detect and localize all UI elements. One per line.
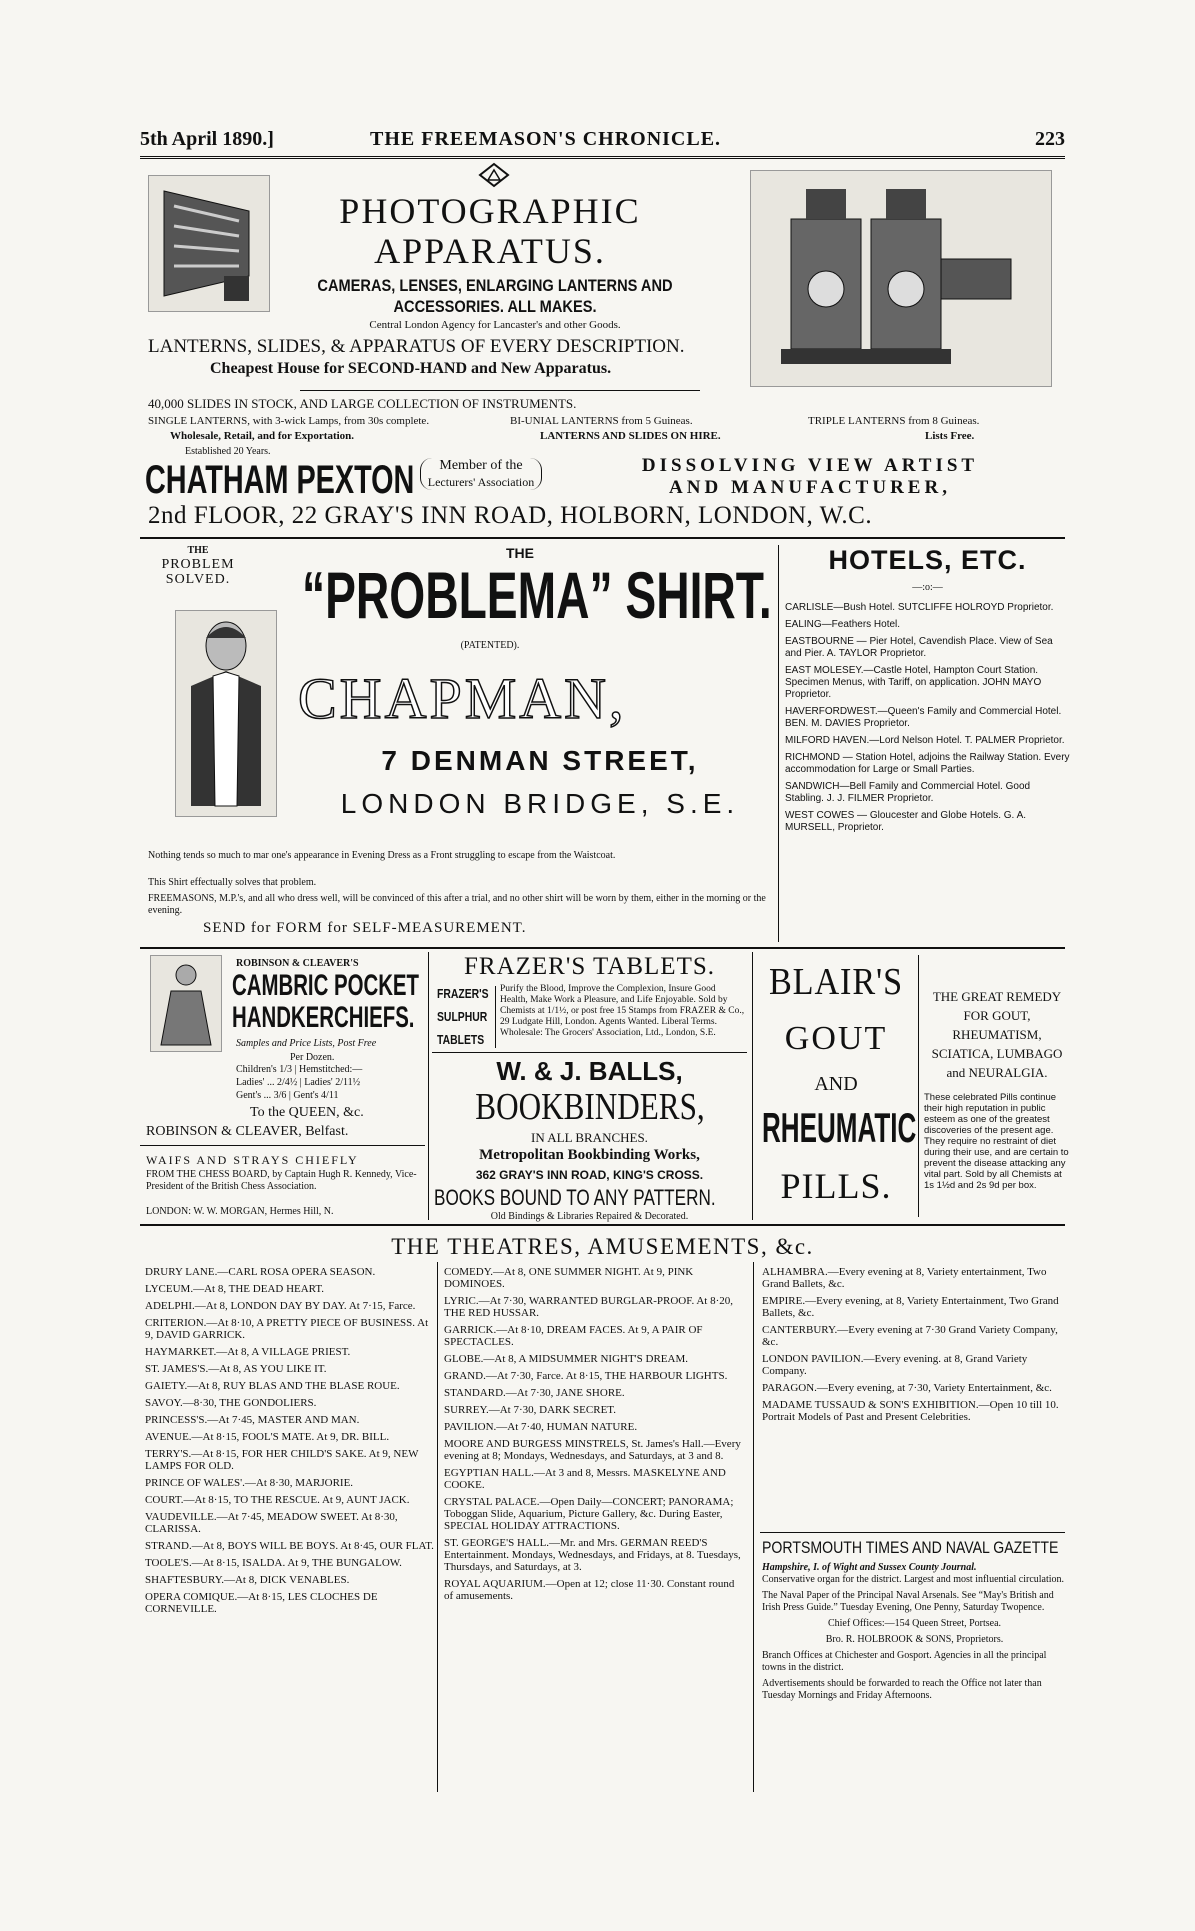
theatre-listing: SAVOY.—8·30, THE GONDOLIERS.: [145, 1397, 317, 1409]
balls-name: W. & J. BALLS,: [496, 1056, 683, 1086]
theatre-listing: SHAFTESBURY.—At 8, DICK VENABLES.: [145, 1574, 350, 1586]
blair-remedy-4: SCIATICA, LUMBAGO: [931, 1046, 1063, 1061]
theatre-listing: ROYAL AQUARIUM.—Open at 12; close 11·30. Constant round of amusements.: [444, 1578, 735, 1602]
frazer-body: Purify the Blood, Improve the Complexion, Insure Good Health, Make Work a Pleasure, and Life Enjoyable. Sold by Chemists at 1/1½, or post free 15 Stamps from FRAZER & Co., 29 Ludgate Hill, London. Agents Wanted. Liberal Terms. Wholesale: The Grocers' Association, Ltd., London, S.E.: [500, 984, 745, 1038]
photo-artist-2: AND MANUFACTURER,: [669, 477, 951, 498]
robinson-per: Per Dozen.: [290, 1052, 335, 1063]
robinson-headline-1: CAMBRIC POCKET: [232, 969, 419, 1002]
theatre-listing: PAVILION.—At 7·40, HUMAN NATURE.: [444, 1421, 638, 1433]
balls-pattern: BOOKS BOUND TO ANY PATTERN.: [434, 1185, 716, 1210]
theatre-listing: CRYSTAL PALACE.—Open Daily—CONCERT; PANORAMA; Toboggan Slide, Aquarium, Picture Gallery, &c. During Easter, SPECIAL HOLIDAY ATTRACTIONS.: [444, 1496, 734, 1532]
magic-lantern-icon: [761, 179, 1041, 379]
frazer-side-divider: [495, 986, 496, 1048]
waifs-title: WAIFS AND STRAYS CHIEFLY: [146, 1153, 359, 1167]
blair-word-5: PILLS.: [780, 1166, 892, 1206]
camera-illustration: [148, 175, 270, 312]
portsmouth-para-4: Bro. R. HOLBROOK & SONS, Proprietors.: [825, 1634, 1004, 1645]
photo-lists: Lists Free.: [925, 430, 975, 442]
photo-single-lanterns: SINGLE LANTERNS, with 3-wick Lamps, from 30s complete.: [148, 415, 430, 427]
theatres-column-2: [444, 1266, 744, 1607]
hotel-entry: CARLISLE—Bush Hotel. SUTCLIFFE HOLROYD Proprietor.: [785, 602, 1054, 613]
photo-biunial-lanterns: BI-UNIAL LANTERNS from 5 Guineas.: [510, 415, 693, 427]
theatres-column-3: [762, 1266, 1067, 1428]
blair-remedy: [922, 987, 1072, 1082]
robinson-rule: [140, 1145, 425, 1146]
theatre-listing: AVENUE.—At 8·15, FOOL'S MATE. At 9, DR. BILL.: [145, 1431, 390, 1443]
hotel-entry: EALING—Feathers Hotel.: [785, 619, 901, 630]
portsmouth-para-6: Advertisements should be forwarded to reach the Office not later than Tuesday Mornings and Friday Afternoons.: [762, 1678, 1042, 1701]
frazer-title: FRAZER'S TABLETS.: [463, 953, 716, 980]
theatre-listing: LYRIC.—At 7·30, WARRANTED BURGLAR-PROOF. At 8·20, THE RED HUSSAR.: [444, 1295, 734, 1319]
frazer-rule: [432, 1052, 747, 1053]
theatre-listing: PARAGON.—Every evening, at 7·30, Variety Entertainment, &c.: [762, 1382, 1052, 1394]
photo-wholesale: Wholesale, Retail, and for Exportation.: [170, 430, 355, 442]
theatre-listing: GARRICK.—At 8·10, DREAM FACES. At 9, A PAIR OF SPECTACLES.: [444, 1324, 703, 1348]
shirt-the: THE: [506, 545, 534, 561]
hotel-entry: WEST COWES — Gloucester and Globe Hotels. G. A. MURSELL, Proprietor.: [785, 810, 1027, 833]
portsmouth-title: PORTSMOUTH TIMES AND NAVAL GAZETTE: [762, 1538, 1059, 1557]
hotels-title: HOTELS, ETC.: [828, 545, 1027, 575]
frazer-side-3: TABLETS: [437, 1032, 485, 1047]
shirt-para-3: FREEMASONS, M.P.'s, and all who dress well, will be convinced of this after a trial, and no other shirt will be worn by them, either in the morning or the evening.: [148, 893, 766, 916]
robinson-firm: ROBINSON & CLEAVER, Belfast.: [146, 1124, 349, 1139]
photo-member-line-2: Lecturers' Association: [427, 475, 535, 489]
theatre-listing: PRINCE OF WALES'.—At 8·30, MARJORIE.: [145, 1477, 354, 1489]
frazer-side-1: FRAZER'S: [437, 986, 489, 1001]
photo-agency: Central London Agency for Lancaster's and other Goods.: [369, 319, 621, 331]
theatre-listing: ST. JAMES'S.—At 8, AS YOU LIKE IT.: [145, 1363, 327, 1375]
robinson-row-1: Children's 1/3 | Hemstitched:—: [236, 1064, 363, 1075]
hotels-list: [785, 602, 1070, 834]
photo-lanterns: LANTERNS, SLIDES, & APPARATUS OF EVERY DESCRIPTION.: [148, 336, 685, 357]
blair-remedy-1: THE GREAT REMEDY: [932, 989, 1062, 1004]
theatre-listing: PRINCESS'S.—At 7·45, MASTER AND MAN.: [145, 1414, 360, 1426]
col-divider-1: [428, 952, 429, 1220]
robinson-by: ROBINSON & CLEAVER'S: [236, 958, 359, 969]
portsmouth-para-2: The Naval Paper of the Principal Naval Arsenals. See “May's British and Irish Press Guide.” Tuesday Evening, One Penny, Saturday Twopence.: [762, 1590, 1054, 1613]
theatre-listing: COURT.—At 8·15, TO THE RESCUE. At 9, AUNT JACK.: [145, 1494, 410, 1506]
theatre-listing: COMEDY.—At 8, ONE SUMMER NIGHT. At 9, PINK DOMINOES.: [444, 1266, 694, 1290]
section-rule-3: [140, 1224, 1065, 1226]
hotel-entry: EAST MOLESEY.—Castle Hotel, Hampton Court Station. Specimen Menus, with Tariff, on application. JOHN MAYO Proprietor.: [785, 665, 1042, 700]
blair-word-3: AND: [814, 1073, 858, 1095]
photo-title-2: APPARATUS.: [374, 231, 606, 271]
robinson-samples: Samples and Price Lists, Post Free: [236, 1038, 377, 1049]
hotel-entry: MILFORD HAVEN.—Lord Nelson Hotel. T. PALMER Proprietor.: [785, 735, 1065, 746]
theatre-listing: MADAME TUSSAUD & SON'S EXHIBITION.—Open 10 till 10. Portrait Models of Past and Present Celebrities.: [762, 1399, 1059, 1423]
theatre-listing: VAUDEVILLE.—At 7·45, MEADOW SWEET. At 8·30, CLARISSA.: [145, 1511, 398, 1535]
theatre-listing: EGYPTIAN HALL.—At 3 and 8, Messrs. MASKELYNE AND COOKE.: [444, 1467, 726, 1491]
waifs-publisher: LONDON: W. W. MORGAN, Hermes Hill, N.: [146, 1206, 334, 1217]
photo-address: 2nd FLOOR, 22 GRAY'S INN ROAD, HOLBORN, LONDON, W.C.: [148, 502, 873, 529]
theatre-listing: CRITERION.—At 8·10, A PRETTY PIECE OF BUSINESS. At 9, DAVID GARRICK.: [145, 1317, 429, 1341]
man-portrait-illustration: [175, 610, 277, 817]
theatre-listing: CANTERBURY.—Every evening at 7·30 Grand Variety Company, &c.: [762, 1324, 1058, 1348]
header-rule: [140, 156, 1065, 159]
frazer-side-2: SULPHUR: [437, 1009, 488, 1024]
shirt-maker: CHAPMAN,: [298, 666, 627, 731]
blair-word-1: BLAIR'S: [768, 961, 904, 1003]
handkerchief-illustration: [150, 955, 222, 1052]
theatre-listing: TERRY'S.—At 8·15, FOR HER CHILD'S SAKE. At 9, NEW LAMPS FOR OLD.: [145, 1448, 419, 1472]
shirt-solved: SOLVED.: [165, 572, 231, 587]
theatre-listing: ALHAMBRA.—Every evening at 8, Variety entertainment, Two Grand Ballets, &c.: [762, 1266, 1047, 1290]
issue-date: 5th April 1890.]: [140, 128, 274, 150]
col-divider-2: [752, 952, 753, 1220]
photo-member-line-1: Member of the: [439, 458, 523, 473]
photo-established: Established 20 Years.: [185, 446, 271, 457]
theatres-divider-2: [753, 1262, 754, 1792]
balls-address: 362 GRAY'S INN ROAD, KING'S CROSS.: [475, 1168, 704, 1182]
camera-icon: [154, 181, 264, 306]
magic-lantern-illustration: [750, 170, 1052, 387]
theatre-listing: ADELPHI.—At 8, LONDON DAY BY DAY. At 7·15, Farce.: [145, 1300, 416, 1312]
page-number: 223: [1035, 128, 1065, 150]
blair-body: These celebrated Pills continue their high reputation in public esteem as one of the greatest discoveries of the present age. They require no restraint of diet during their use, and are certain to prevent the disease attacking any vital part. Sold by all Chemists at 1s 1½d and 2s 9d per box.: [924, 1092, 1069, 1191]
portsmouth-para-5: Branch Offices at Chichester and Gosport. Agencies in all the principal towns in the district.: [762, 1650, 1047, 1673]
shirt-the-small: THE: [187, 545, 209, 556]
theatre-listing: STANDARD.—At 7·30, JANE SHORE.: [444, 1387, 625, 1399]
blair-remedy-2: FOR GOUT,: [963, 1008, 1031, 1023]
balls-old: Old Bindings & Libraries Repaired & Decorated.: [490, 1211, 689, 1222]
theatres-title: THE THEATRES, AMUSEMENTS, &c.: [391, 1234, 814, 1259]
hotel-entry: RICHMOND — Station Hotel, adjoins the Railway Station. Every accommodation for Large or Small Parties.: [785, 752, 1070, 775]
theatre-listing: TOOLE'S.—At 8·15, ISALDA. At 9, THE BUNGALOW.: [145, 1557, 402, 1569]
section-rule-1: [140, 537, 1065, 539]
hotel-entry: HAVERFORDWEST.—Queen's Family and Commercial Hotel. BEN. M. DAVIES Proprietor.: [785, 706, 1062, 729]
theatre-listing: GAIETY.—At 8, RUY BLAS AND THE BLASE ROUE.: [145, 1380, 400, 1392]
portsmouth-para-3: Chief Offices:—154 Queen Street, Portsea.: [827, 1618, 1002, 1629]
theatre-listing: LONDON PAVILION.—Every evening. at 8, Grand Variety Company.: [762, 1353, 1028, 1377]
theatre-listing: EMPIRE.—Every evening, at 8, Variety Entertainment, Two Grand Ballets, &c.: [762, 1295, 1059, 1319]
theatre-listing: MOORE AND BURGESS MINSTRELS, St. James's Hall.—Every evening at 8; Mondays, Wednesdays, and Saturdays, at 3 and 8.: [444, 1438, 741, 1462]
theatre-listing: LYCEUM.—At 8, THE DEAD HEART.: [145, 1283, 325, 1295]
hotels-column: [785, 545, 1070, 839]
portsmouth-ad: [762, 1538, 1067, 1702]
portsmouth-para-1: Conservative organ for the district. Largest and most influential circulation.: [762, 1574, 1065, 1585]
photo-cheapest: Cheapest House for SECOND-HAND and New Apparatus.: [210, 360, 612, 377]
page-header: [140, 128, 1065, 154]
portsmouth-rule: [760, 1532, 1065, 1533]
blair-divider: [918, 955, 919, 1217]
theatres-column-1: [145, 1266, 435, 1620]
photo-hire: LANTERNS AND SLIDES ON HIRE.: [540, 430, 721, 442]
robinson-row-2: Ladies' ... 2/4½ | Ladies' 2/11½: [236, 1077, 361, 1088]
shirt-problem: PROBLEM: [161, 557, 235, 572]
theatres-divider-1: [437, 1262, 438, 1792]
portsmouth-sub: Hampshire, I. of Wight and Sussex County Journal.: [762, 1562, 977, 1573]
balls-branches: IN ALL BRANCHES.: [531, 1130, 648, 1145]
theatre-listing: OPERA COMIQUE.—At 8·15, LES CLOCHES DE CORNEVILLE.: [145, 1591, 378, 1615]
theatre-listing: GRAND.—At 7·30, Farce. At 8·15, THE HARBOUR LIGHTS.: [444, 1370, 728, 1382]
hotel-entry: SANDWICH—Bell Family and Commercial Hotel. Good Stabling. J. J. FILMER Proprietor.: [785, 781, 1031, 804]
theatre-listing: STRAND.—At 8, BOYS WILL BE BOYS. At 8·45, OUR FLAT.: [145, 1540, 434, 1552]
theatre-listing: HAYMARKET.—At 8, A VILLAGE PRIEST.: [145, 1346, 351, 1358]
shirt-headline: “PROBLEMA” SHIRT.: [302, 558, 772, 632]
photo-line-2: ACCESSORIES. ALL MAKES.: [393, 297, 597, 316]
robinson-headline-2: HANDKERCHIEFS.: [232, 1001, 415, 1034]
blair-remedy-3: RHEUMATISM,: [952, 1027, 1042, 1042]
hotel-entry: EASTBOURNE — Pier Hotel, Cavendish Place. View of Sea and Pier. A. TAYLOR Proprietor.: [785, 636, 1053, 659]
balls-works: Metropolitan Bookbinding Works,: [479, 1147, 700, 1163]
shirt-street: 7 DENMAN STREET,: [381, 745, 699, 776]
woman-figure-icon: [156, 961, 216, 1046]
balls-trade: BOOKBINDERS,: [475, 1086, 705, 1128]
photo-title-1: PHOTOGRAPHIC: [339, 191, 641, 231]
photo-member-badge: [420, 458, 542, 490]
publication-title: THE FREEMASON'S CHRONICLE.: [370, 128, 722, 150]
theatre-listing: SURREY.—At 7·30, DARK SECRET.: [444, 1404, 616, 1416]
robinson-row-3: Gent's ... 3/6 | Gent's 4/11: [236, 1090, 339, 1101]
photo-line-1: CAMERAS, LENSES, ENLARGING LANTERNS AND: [317, 276, 673, 295]
photo-slides: 40,000 SLIDES IN STOCK, AND LARGE COLLECTION OF INSTRUMENTS.: [148, 396, 577, 411]
waifs-body: FROM THE CHESS BOARD, by Captain Hugh R. Kennedy, Vice-President of the British Chess Association.: [146, 1169, 417, 1192]
photo-triple-lanterns: TRIPLE LANTERNS from 8 Guineas.: [808, 415, 980, 427]
theatre-listing: GLOBE.—At 8, A MIDSUMMER NIGHT'S DREAM.: [444, 1353, 688, 1365]
hotels-divider: —:o:—: [912, 582, 943, 593]
photo-artist-1: DISSOLVING VIEW ARTIST: [641, 455, 979, 476]
shirt-para-2: This Shirt effectually solves that problem.: [148, 877, 317, 888]
man-in-shirt-icon: [181, 616, 271, 811]
shirt-send: SEND for FORM for SELF-MEASUREMENT.: [203, 920, 527, 936]
masonic-emblem-icon: [478, 162, 510, 188]
shirt-city: LONDON BRIDGE, S.E.: [340, 788, 740, 819]
section-rule-2: [140, 947, 1065, 949]
shirt-patented: (PATENTED).: [460, 640, 520, 651]
theatre-listing: DRURY LANE.—CARL ROSA OPERA SEASON.: [145, 1266, 376, 1278]
blair-remedy-5: and NEURALGIA.: [946, 1065, 1048, 1080]
blair-word-2: GOUT: [784, 1020, 888, 1057]
blair-word-4: RHEUMATIC: [762, 1104, 917, 1151]
photo-divider: [300, 390, 700, 391]
shirt-hotels-divider: [778, 545, 779, 942]
chatham-pexton-name: CHATHAM PEXTON: [145, 458, 415, 502]
robinson-queen: To the QUEEN, &c.: [250, 1105, 364, 1120]
theatre-listing: ST. GEORGE'S HALL.—Mr. and Mrs. GERMAN REED'S Entertainment. Mondays, Wednesdays, and Fridays, at 8. Tuesdays, Thursdays, and Saturdays, at 3.: [444, 1537, 741, 1573]
shirt-para-1: Nothing tends so much to mar one's appearance in Evening Dress as a Front struggling to escape from the Waistcoat.: [148, 850, 616, 861]
